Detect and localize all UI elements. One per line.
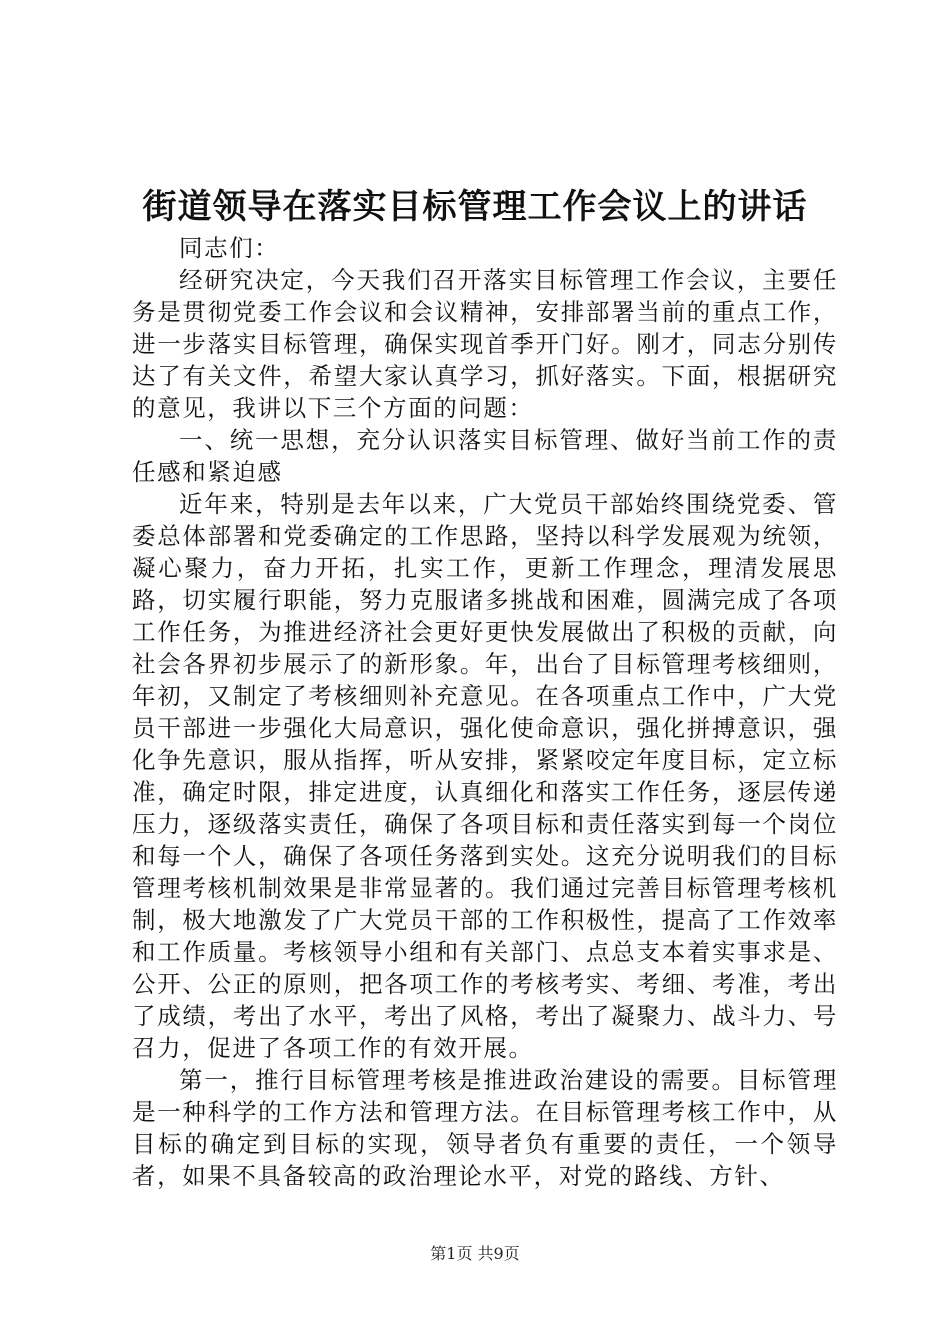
intro-paragraph: 经研究决定，今天我们召开落实目标管理工作会议，主要任务是贯彻党委工作会议和会议精神，安排部署当前的重点工作，进一步落实目标管理，确保实现首季开门好。刚才，同志分别传达了有关文件，希望大家认真学习，抓好落实。下面，根据研究的意见，我讲以下三个方面的问题： [132,266,838,422]
document-title: 街道领导在落实目标管理工作会议上的讲话 [142,187,808,227]
page-number-footer: 第1页 共9页 [430,1244,520,1263]
body-paragraph: 近年来，特别是去年以来，广大党员干部始终围绕党委、管委总体部署和党委确定的工作思路，坚持以科学发展观为统领，凝心聚力，奋力开拓，扎实工作，更新工作理念，理清发展思路，切实履行职能，努力克服诸多挑战和困难，圆满完成了各项工作任务，为推进经济社会更好更快发展做出了积极的贡献，向社会各界初步展示了的新形象。年，出台了目标管理考核细则，年初，又制定了考核细则补充意见。在各项重点工作中，广大党员干部进一步强化大局意识，强化使命意识，强化拼搏意识，强化争先意识，服从指挥，听从安排，紧紧咬定年度目标，定立标准，确定时限，排定进度，认真细化和落实工作任务，逐层传递压力，逐级落实责任，确保了各项目标和责任落实到每一个岗位和每一个人，确保了各项任务落到实处。这充分说明我们的目标管理考核机制效果是非常显著的。我们通过完善目标管理考核机制，极大地激发了广大党员干部的工作积极性，提高了工作效率和工作质量。考核领导小组和有关部门、点总支本着实事求是、公开、公正的原则，把各项工作的考核考实、考细、考准，考出了成绩，考出了水平，考出了风格，考出了凝聚力、战斗力、号召力，促进了各项工作的有效开展。 [132,490,838,1062]
section-heading-paragraph: 一、统一思想，充分认识落实目标管理、做好当前工作的责任感和紧迫感 [132,426,838,486]
salutation-paragraph: 同志们： [179,234,280,262]
body-paragraph: 第一，推行目标管理考核是推进政治建设的需要。目标管理是一种科学的工作方法和管理方法。在目标管理考核工作中，从目标的确定到目标的实现，领导者负有重要的责任，一个领导者，如果不具备较高的政治理论水平，对党的路线、方针、 [132,1066,838,1190]
document-body [132,232,838,1192]
